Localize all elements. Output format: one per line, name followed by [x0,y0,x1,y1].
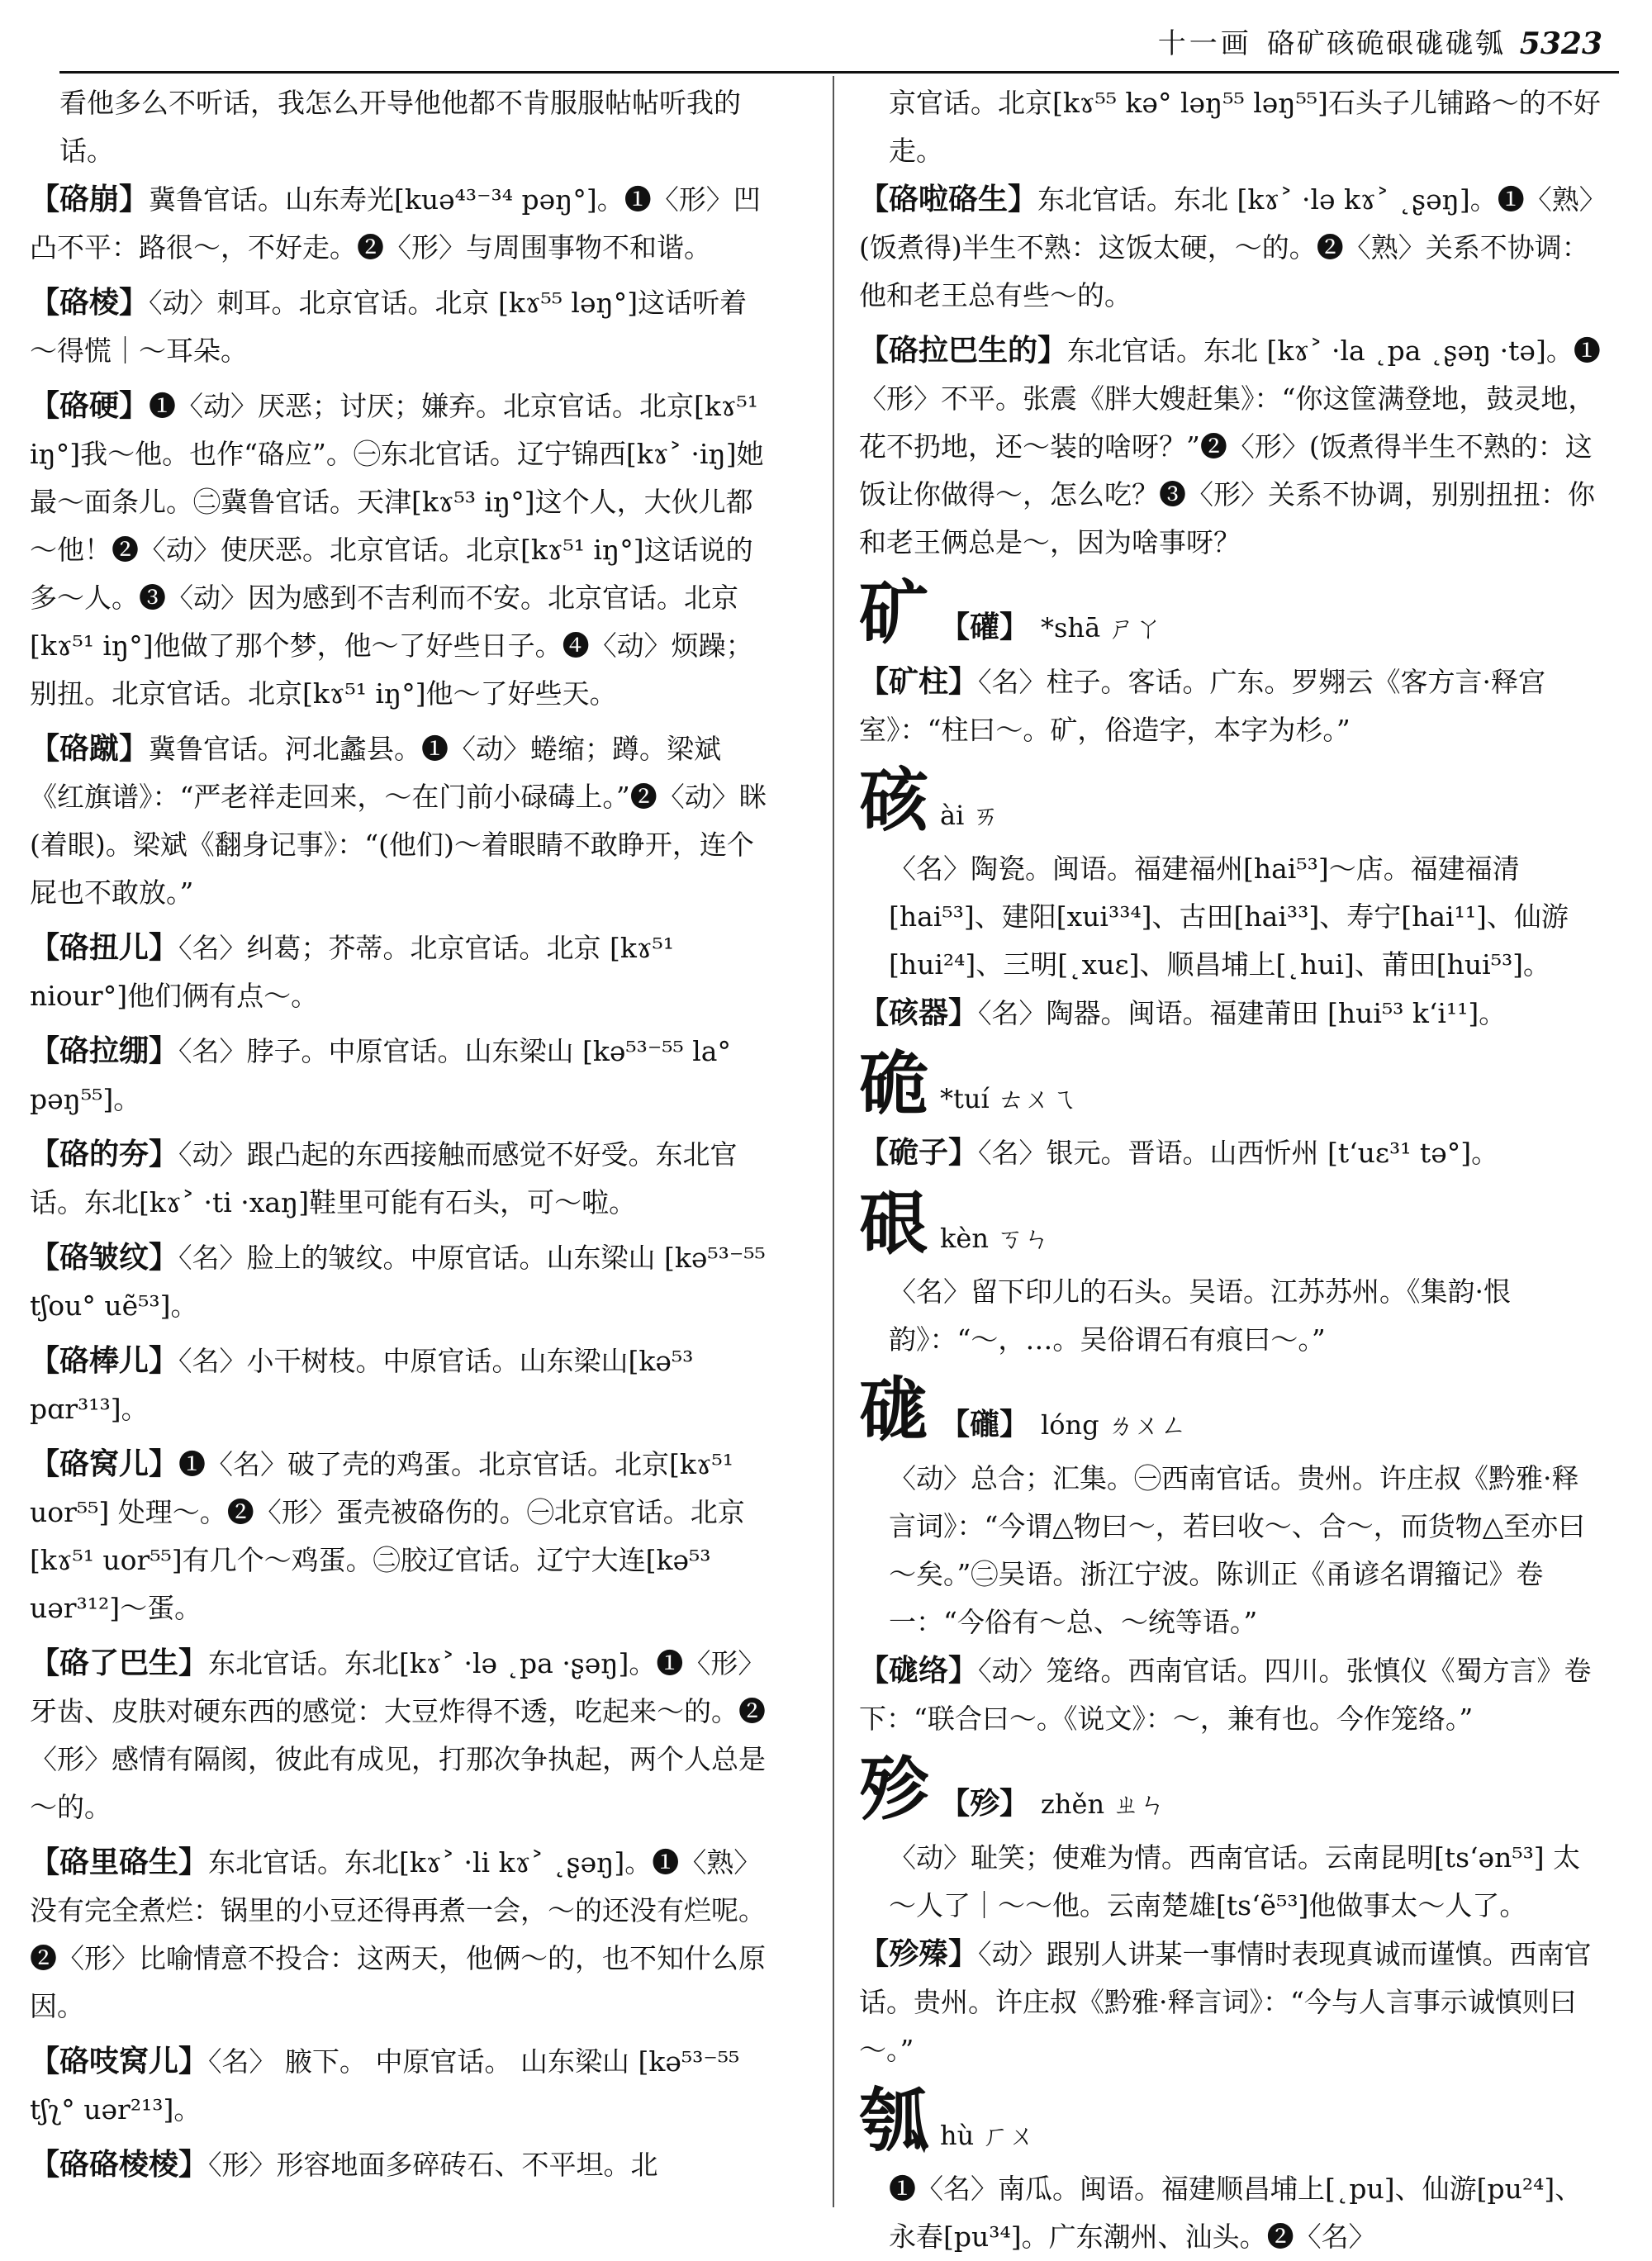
entry-definition: 〈名〉陶器。闽语。福建莆田 [hui⁵³ k‘i¹¹]。 [978,997,1507,1029]
entry-headword: 【硌硬】 [30,388,150,423]
dictionary-entry [859,658,1602,754]
entry-headword: 【硌窝儿】 [30,1446,179,1481]
dictionary-entry [30,1337,773,1433]
entry-headword: 【殄殝】 [859,1936,979,1971]
variant-form: 【礶】 [940,610,1030,644]
head-char: 瓠 [859,2079,929,2161]
entry-headword: 【硌里硌生】 [30,1845,209,1879]
page-header [1074,20,1602,61]
entry-headword: 【矿柱】 [859,664,979,699]
entry-headword: 【硌拉巴生的】 [859,333,1068,368]
entry-definition: 〈动〉刺耳。北京官话。北京 [kɤ⁵⁵ ləŋ°]这话听着～得慌｜～耳朵。 [30,287,748,367]
entry-definition: 〈名〉脖子。中原官话。山东梁山 [kə⁵³⁻⁵⁵ la° pəŋ⁵⁵]。 [30,1035,731,1115]
entry-definition: 〈名〉柱子。客话。广东。罗翙云《客方言·释宫室》：“柱曰～。矿，俗造字，本字为杉。” [859,666,1546,746]
entry-headword: 【硌棒儿】 [30,1343,179,1378]
entry-headword: 【硌了巴生】 [30,1646,209,1680]
dictionary-entry [859,1930,1602,2074]
pronunciation: zhěn ㄓㄣ [1041,1788,1166,1820]
char-definition: 〈动〉耻笑；使难为情。西南官话。云南昆明[ts‘ən⁵³] 太～人了｜～～他。云南楚雄[ts‘ẽ⁵³]他做事太～人了。 [889,1841,1581,1921]
entry-definition: 〈名〉银元。晋语。山西忻州 [t‘uɛ³¹ tə°]。 [978,1137,1499,1169]
entry-definition: 冀鲁官话。河北蠡县。❶〈动〉蜷缩；蹲。梁斌《红旗谱》：“严老祥走回来，～在门前小碌碡上。”❷〈动〉眯(着眼)。梁斌《翻身记事》：“(他们)～着眼睛不敢睁开，连个屁也不敢放。” [30,733,767,909]
entry-definition: 东北官话。东北 [kɤ˃ ·lə kɤ˃ ˛ʂəŋ]。❶〈熟〉(饭煮得)半生不熟：这饭太硬，～的。❷〈熟〉关系不协调：他和老王总有些～的。 [859,183,1593,311]
dictionary-entry [30,278,773,375]
dictionary-entry [30,924,773,1020]
entries-group-e [859,1646,1602,1743]
char-head-3 [859,1044,1602,1123]
entry-headword: 【硌拉绷】 [30,1033,179,1068]
entry-headword: 【硌啦硌生】 [859,182,1038,216]
head-char: 殄 [859,1748,929,1830]
dictionary-entry [30,1639,773,1831]
entry-definition: 〈动〉跟别人讲某一事情时表现真诚而谨慎。西南官话。贵州。许庄叔《黔雅·释言词》：“今与人言事示诚慎则曰～。” [859,1938,1592,2066]
entry-headword: 【硥络】 [859,1653,979,1688]
dictionary-entry [30,2037,773,2134]
head-char: 硊 [859,1043,929,1124]
char-definition: ❶〈名〉南瓜。闽语。福建顺昌埔上[˛pu]、仙游[pu²⁴]、永春[pu³⁴]。广东潮州、汕头。❷〈名〉 [889,2173,1583,2253]
column-divider [833,76,834,2207]
variant-form: 【礲】 [940,1407,1030,1442]
char-head-4 [859,1184,1602,1263]
entry-headword: 【硋器】 [859,995,979,1030]
dictionary-entry [859,1646,1602,1743]
entries-group-c [859,989,1602,1038]
head-char: 硥 [859,1369,929,1451]
entry-headword: 【硌崩】 [30,182,150,216]
variant-form: 【殄】 [940,1786,1030,1821]
entry-definition: 〈动〉跟凸起的东西接触而感觉不好受。东北官话。东北[kɤ˃ ·ti ·xaŋ]鞋里可能有石头，可～啦。 [30,1138,738,1218]
entry-definition: ❶〈动〉厌恶；讨厌；嫌弃。北京官话。北京[kɤ⁵¹ iŋ°]我～他。也作“硌应”。㊀东北官话。辽宁锦西[kɤ˃ ·iŋ]她最～面条儿。㊁冀鲁官话。天津[kɤ⁵³ iŋ°]这个人，大伙儿都～他！❷〈动〉使厌恶。北京官话。北京[kɤ⁵¹ iŋ°]这话说的多～人。❸〈动〉因为感到不吉利而不安。北京官话。北京[kɤ⁵¹ iŋ°]他做了那个梦，他～了好些日子。❹〈动〉烦躁；别扭。北京官话。北京[kɤ⁵¹ iŋ°]他～了好些天。 [30,390,764,710]
entry-definition: 〈名〉脸上的皱纹。中原官话。山东梁山 [kə⁵³⁻⁵⁵ tʃou° uẽ⁵³]。 [30,1242,766,1322]
char-head-7 [859,2081,1602,2160]
section-label: 十一画 [1157,27,1252,60]
page-number: 5323 [1519,26,1602,61]
entry-headword: 【硌吱窝儿】 [30,2044,209,2078]
entry-headword: 【硌扭儿】 [30,930,179,965]
entries-group-d [859,1128,1602,1177]
entries-group-a [859,175,1602,567]
pronunciation: *tuí ㄊㄨㄟ [940,1083,1077,1114]
pronunciation: *shā ㄕㄚ [1041,612,1162,644]
char-head-5 [859,1370,1602,1450]
entry-headword: 【硌蹴】 [30,731,150,766]
entry-definition: 东北官话。东北[kɤ˃ ·li kɤ˃ ˛ʂəŋ]。❶〈熟〉没有完全煮烂：锅里的小豆还得再煮一会，～的还没有烂呢。❷〈形〉比喻情意不投合：这两天，他俩～的，也不知什么原因。 [30,1846,766,2022]
dictionary-entry [30,1233,773,1330]
entry-definition: 东北官话。东北 [kɤ˃ ·la ˛pa ˛ʂəŋ ·tə]。❶〈形〉不平。张震《胖大嫂赶集》：“你这筐满登地，鼓灵地，花不扔地，还～装的啥呀？”❷〈形〉(饭煮得半生不熟的：这饭让你做得～，怎么吃？❸〈形〉关系不协调，别别扭扭：你和老王俩总是～，因为啥事呀？ [859,335,1601,558]
dictionary-entry [30,1440,773,1632]
entry-definition: ❶〈名〉破了壳的鸡蛋。北京官话。北京[kɤ⁵¹ uor⁵⁵] 处理～。❷〈形〉蛋壳被硌伤的。㊀北京官话。北京[kɤ⁵¹ uor⁵⁵]有几个～鸡蛋。㊁胶辽官话。辽宁大连[kə⁵³ uər³¹²]～蛋。 [30,1448,745,1624]
char-definition: 〈名〉留下印儿的石头。吴语。江苏苏州。《集韵·恨韵》：“～，…。吴俗谓石有痕曰～。” [889,1275,1511,1356]
entry-definition: 东北官话。东北[kɤ˃ ·lə ˛pa ·ʂəŋ]。❶〈形〉牙齿、皮肤对硬东西的感觉：大豆炸得不透，吃起来～的。❷〈形〉感情有隔阂，彼此有成见，打那次争执起，两个人总是～的。 [30,1647,766,1823]
char-head-1 [859,573,1602,653]
char-head-6 [859,1750,1602,1829]
entry-headword: 【硌硌棱棱】 [30,2147,209,2182]
header-rule [59,71,1619,74]
dictionary-entry [30,1838,773,2031]
pronunciation: kèn ㄎㄣ [940,1223,1051,1254]
entry-headword: 【硌皱纹】 [30,1240,179,1275]
dictionary-entry [30,1027,773,1123]
head-char: 矿 [859,572,929,653]
continuation-line-right: 京官话。北京[kɤ⁵⁵ kə° ləŋ⁵⁵ ləŋ⁵⁵]石头子儿铺路～的不好走。 [889,87,1601,167]
dictionary-entry [30,175,773,272]
entry-headword: 【硌棱】 [30,285,150,320]
head-char: 硋 [859,759,929,841]
char-head-2 [859,761,1602,840]
entry-definition: 〈形〉形容地面多碎砖石、不平坦。北 [208,2149,658,2181]
pronunciation: lóng ㄌㄨㄥ [1041,1409,1187,1441]
dictionary-entry [30,382,773,718]
right-column [859,79,1602,2253]
char-definition: 〈名〉陶瓷。闽语。福建福州[hai⁵³]～店。福建福清[hai⁵³]、建阳[xui³³⁴]、古田[hai³³]、寿宁[hai¹¹]、仙游[hui²⁴]、三明[˛xuɛ]、顺昌埔上[˛hui]、莆田[hui⁵³]。 [889,853,1569,981]
dictionary-entry [859,326,1602,567]
head-char: 硍 [859,1182,929,1264]
pronunciation: ài ㄞ [940,800,999,831]
dictionary-entry [859,989,1602,1038]
dictionary-entry [30,724,773,917]
dictionary-entry [859,1128,1602,1177]
entry-definition: 〈名〉小干树枝。中原官话。山东梁山[kə⁵³ pɑr³¹³]。 [30,1345,694,1425]
entries-group-f [859,1930,1602,2074]
entries-group-b [859,658,1602,754]
pronunciation: hù ㄏㄨ [940,2120,1036,2151]
entry-headword: 【硊子】 [859,1135,979,1170]
dictionary-entry [30,2140,773,2189]
left-entries [30,175,773,2189]
header-chars: 硌矿硋硊硍硥硥瓠 [1266,27,1505,60]
entry-definition: 冀鲁官话。山东寿光[kuə⁴³⁻³⁴ pəŋ°]。❶〈形〉凹凸不平：路很～，不好走。❷〈形〉与周围事物不和谐。 [30,183,761,264]
left-column [30,79,773,2194]
dictionary-entry [30,1130,773,1227]
dictionary-entry [859,175,1602,320]
char-definition: 〈动〉总合；汇集。㊀西南官话。贵州。许庄叔《黔雅·释言词》：“今谓△物曰～，若曰收～、合～，而货物△至亦曰～矣。”㊁吴语。浙江宁波。陈训正《甬谚名谓籀记》卷一：“今俗有～总、～统等语。” [889,1462,1586,1638]
entry-definition: 〈名〉 腋下。 中原官话。 山东梁山 [kə⁵³⁻⁵⁵ tʃʅ° uər²¹³]。 [30,2045,740,2126]
entry-headword: 【硌的夯】 [30,1137,179,1171]
continuation-line: 看他多么不听话，我怎么开导他他都不肯服服帖帖听我的话。 [59,87,741,167]
entry-definition: 〈动〉笼络。西南官话。四川。张慎仪《蜀方言》卷下：“联合曰～。《说文》：～，兼有也。今作笼络。” [859,1655,1592,1735]
entry-definition: 〈名〉纠葛；芥蒂。北京官话。北京 [kɤ⁵¹ niour°]他们俩有点～。 [30,932,674,1012]
